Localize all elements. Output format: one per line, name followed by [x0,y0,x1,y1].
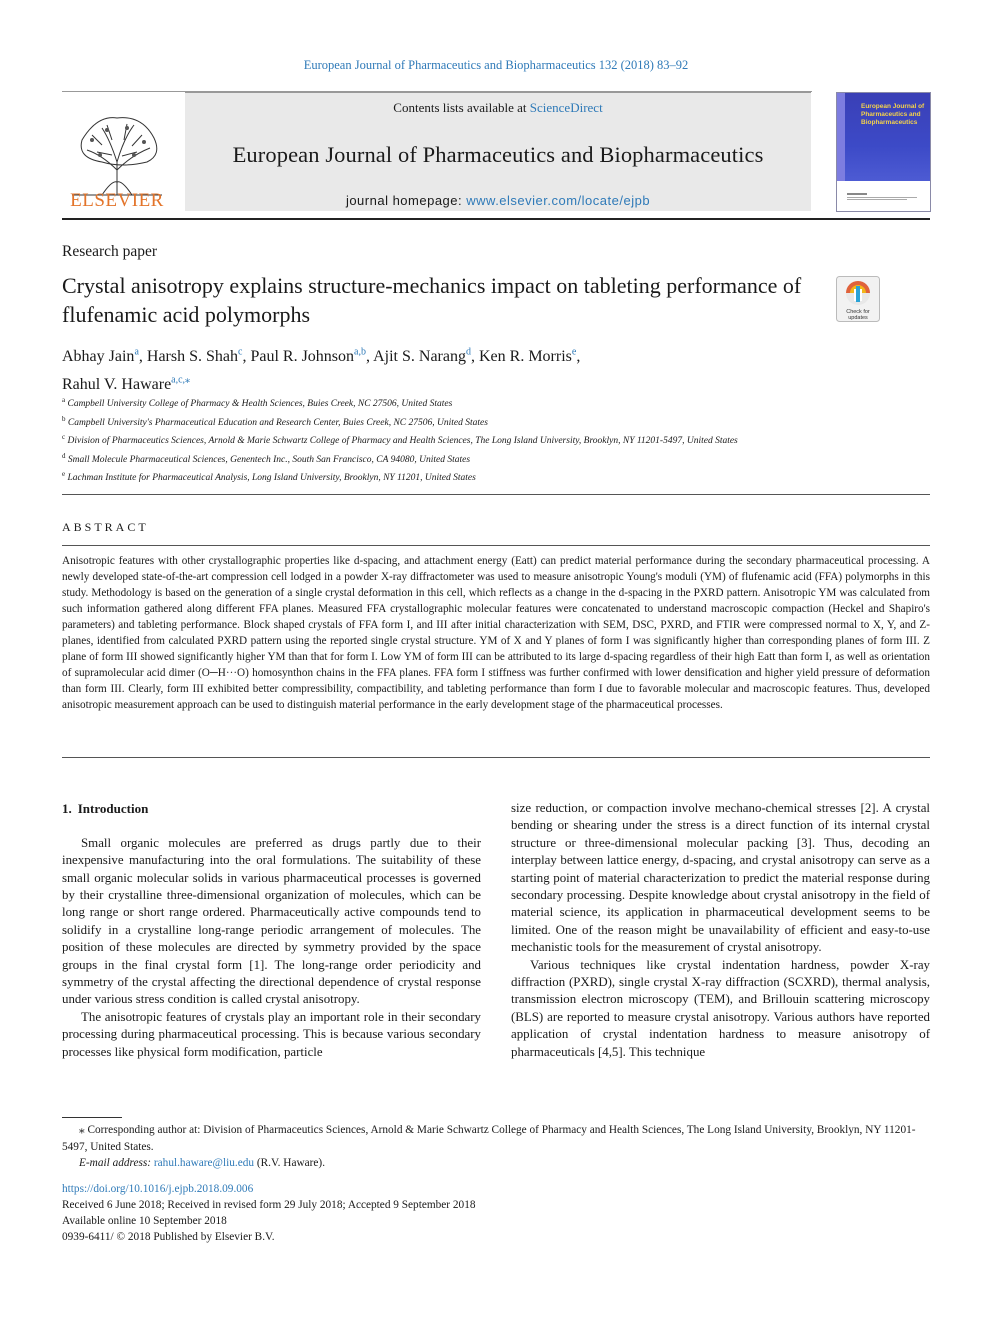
article-title: Crystal anisotropy explains structure-mechanics impact on tableting performance of flufenamic acid polymorphs [62,273,802,327]
intro-paragraph-1: Small organic molecules are preferred as drugs partly due to their inexpensive manufacturing into the oral formulations. The suitability of these small organic molecular solids in various pharmaceutical processes is governed by their crystalline three-dimensional organization of molecules, which can be long range or short range ordered. Pharmaceutically active compounds tend to solidify in a crystalline long-range periodic arrangement of molecules. The position of these molecules are directed by symmetry provided by the space groups in the final crystal form [1]. The long-range order periodicity and symmetry of the crystal affecting the directional dependence of crystal response under various stress condition is called crystal anisotropy. [62,835,481,1007]
email-link[interactable]: rahul.haware@liu.edu [153,1157,255,1169]
author-2[interactable]: Harsh S. Shah$^c$, [146,347,251,366]
publication-info [62,1181,930,1245]
journal-reference[interactable]: European Journal of Pharmaceutics and Biopharmaceutics 132 (2018) 83–92 [303,58,689,72]
footnote-rule [62,1117,122,1118]
footnotes [62,1122,930,1172]
affiliations [62,393,822,486]
author-list [62,341,822,396]
elsevier-wordmark: ELSEVIER [70,190,164,211]
paper-type: Research paper [62,243,158,260]
doi-link[interactable]: https://doi.org/10.1016/j.ejpb.2018.09.006 [62,1183,254,1195]
journal-cover-thumbnail [836,92,931,212]
intro-paragraph-3: Various techniques like crystal indentation hardness, powder X-ray diffraction (PXRD), single crystal X-ray diffraction (SCXRD), thermal analysis, transmission electron microscopy (TEM), and Brillouin scattering microscopy (BLS) are reported to measure crystal anisotropy. Various authors have reported application of crystal indentation hardness to measure anisotropy of pharmaceuticals [4,5]. This technique [511,957,930,1059]
contents-prefix: Contents lists available at [393,100,530,115]
affiliation-e: $^e$ Lachman Institute for Pharmaceutical Analysis, Long Island University, Brooklyn, NY 11201, United States [62,470,476,484]
cover-title: European Journal of Pharmaceutics and Biopharmaceutics [861,103,925,126]
cover-side-stripe [837,93,845,181]
email-line [62,1155,930,1172]
author-6[interactable]: Rahul V. Haware$^{a,c,⁎}$ [62,374,191,393]
author-5[interactable]: Ken R. Morris$^e$, [478,347,581,366]
cover-footer [847,193,923,201]
available-online: Available online 10 September 2018 [62,1215,227,1227]
sciencedirect-link[interactable]: ScienceDirect [529,100,603,115]
email-label: E-mail address: [79,1157,154,1169]
affiliation-a: $^a$ Campbell University College of Pharmacy & Health Sciences, Buies Creek, NC 27506, United States [62,396,453,410]
svg-text:Check for: Check for [846,309,870,315]
affiliation-c: $^c$ Division of Pharmaceutics Sciences, Arnold & Marie Schwartz College of Pharmacy and Health Sciences, The Long Island University, Brooklyn, NY 11201-5497, United States [62,433,738,447]
affiliation-d: $^d$ Small Molecule Pharmaceutical Sciences, Genentech Inc., South San Francisco, CA 94080, United States [62,451,471,465]
section-heading-introduction: 1. Introduction [62,801,149,816]
abstract-bottom-rule [62,757,930,758]
intro-paragraph-2-start: The anisotropic features of crystals play an important role in their secondary processing during pharmaceutical processing. This is because various secondary processes like physical form modification, particle [62,1009,481,1059]
contents-line [185,100,811,116]
copyright: 0939-6411/ © 2018 Published by Elsevier B.V. [62,1231,275,1243]
abstract-heading: ABSTRACT [62,520,149,534]
homepage-link[interactable]: www.elsevier.com/locate/ejpb [466,193,651,208]
right-column [511,800,930,1061]
abstract-text: Anisotropic features with other crystallographic properties like d-spacing, and attachment energy (Eatt) can predict material performance during the secondary pharmaceutical processing. A newly developed state-of-the-art compression cell lodged in a powder X-ray diffractometer was used to measure anisotropic Young's moduli (YM) of flufenamic acid (FFA) polymorphs in this study. Methodology is based on the generation of a single crystal deformation in this cell, which reflects as a change in the d-spacing in the PXRD pattern. Anisotropic YM was calculated from such information gathered along different FFA planes. Measured FFA crystallographic molecular features were concatenated to understand macroscopic compaction (Heckel and Shapiro's parameters) and tableting performance. Block shaped crystals of FFA form I, and III after initial characterization with SEM, DSC, PXRD, and FTIR were compressed normal to X, Y, and Z-planes, identified from calculated PXRD pattern using the reported single crystal structure. YM of X and Y planes of form I was significantly higher than corresponding planes of form III. Z plane of form III showed significantly higher YM than that for form I. Low YM of form III can be attributed to its large d-spacing regardless of their high Eatt than form I, as well as orientation of supramolecular acid dimer (O─H···O) homosynthon chains in the FFA planes. FFA form I stiffness was further confirmed with lower densification and higher yield pressure of deformation than form III. Clearly, form III exhibited better compressibility, compactibility, and tableting performance than form I due to favorable molecular and macroscopic features. Thus, developed anisotropic measurement approach can be used to distinguish material performance in the early development stage of the pharmaceutical processes. [62,555,930,711]
author-1[interactable]: Abhay Jain$^a$, [62,347,147,366]
homepage-line [185,193,811,208]
cover-footer-lines-icon [847,193,923,201]
homepage-prefix: journal homepage: [345,193,467,208]
left-column [62,800,481,1061]
header-bottom-rule [62,218,930,220]
check-for-updates-icon[interactable] [836,276,880,322]
affiliation-b: $^b$ Campbell University's Pharmaceutical Education and Research Center, Buies Creek, NC 27506, United States [62,414,488,428]
corresponding-author-note: ⁎ Corresponding author at: Division of Pharmaceutics Sciences, Arnold & Marie Schwartz College of Pharmacy and Health Sciences, The Long Island University, Brooklyn, NY 11201-5497, United States. [62,1124,916,1153]
svg-text:updates: updates [848,315,868,321]
author-4[interactable]: Ajit S. Narang$^d$, [373,347,479,366]
intro-paragraph-2-end: size reduction, or compaction involve mechano-chemical stresses [2]. A crystal bending or shearing under the stress is a direct function of its internal crystal structure or three-dimensional molecular packing [3]. Thus, decoding an interplay between lattice energy, d-spacing, and crystal anisotropy can serve as a starting point of material characterization to predict the material response during secondary processing. Despite knowledge about crystal anisotropy in the field of material science, its application in pharmaceutical development seems to be limited. One of the reason might be unavailability of efficient and easy-to-use mechanistic tools for the measurement of crystal anisotropy. [511,801,930,955]
author-3[interactable]: Paul R. Johnson$^{a,b}$, [250,347,374,366]
journal-title: European Journal of Pharmaceutics and Biopharmaceutics [232,142,764,167]
received-dates: Received 6 June 2018; Received in revised form 29 July 2018; Accepted 9 September 2018 [62,1199,476,1211]
email-suffix: (R.V. Haware). [254,1157,326,1169]
affiliation-rule [62,494,930,495]
abstract-top-rule [62,545,930,546]
